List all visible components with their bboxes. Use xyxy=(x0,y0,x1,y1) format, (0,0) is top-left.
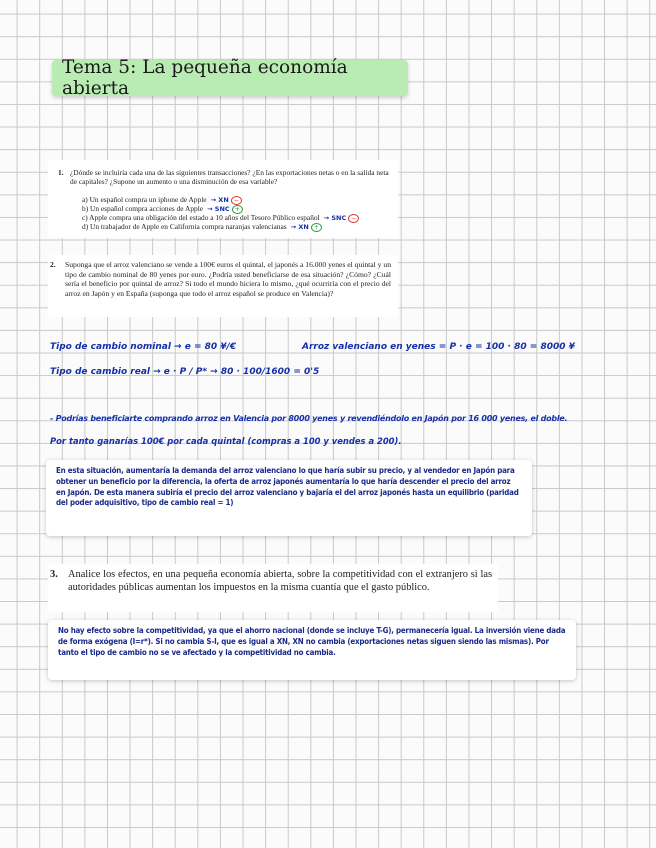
question-1-items xyxy=(82,195,402,231)
item-text: c) Apple compra una obligación del estado a 10 años del Tesoro Público español xyxy=(82,213,320,222)
answer-note: No hay efecto sobre la competitividad, ya que el ahorro nacional (donde se incluye T-G), permanecería igual. La inversión viene dada de forma exógena (I=r*). Si no cambia S-I, que es igual a XN, XN no cambia (exportaciones netas siguen siendo las mismas). Por tanto el tipo de cambio no se ve afectado y la competitividad no cambia. xyxy=(48,620,576,680)
question-number: 1. xyxy=(58,168,64,177)
question-number: 3. xyxy=(50,569,58,580)
question-3 xyxy=(48,564,498,612)
list-item xyxy=(82,195,402,204)
list-item xyxy=(82,222,402,231)
answer-note: En esta situación, aumentaría la demanda del arroz valenciano lo que haría subir su precio, y al vendedor en Japón para obtener un beneficio por la diferencia, la oferta de arroz japonés aumentaría lo que haría descender el precio del arroz en Japón. De esta manera subiría el precio del arroz valenciano y bajaría el del arroz japonés hasta un equilibrio (paridad del poder adquisitivo, tipo de cambio real = 1) xyxy=(46,460,532,536)
question-number: 2. xyxy=(50,260,56,269)
item-text: d) Un trabajador de Apple en California compra naranjas valencianas xyxy=(82,222,287,231)
plus-circle-icon: + xyxy=(232,205,243,214)
handwritten-line: Tipo de cambio nominal → e = 80 ¥/€ xyxy=(50,342,237,352)
question-2 xyxy=(48,255,398,317)
handwritten-line: Tipo de cambio real → e · P / P* → 80 · 100/1600 = 0'5 xyxy=(50,367,320,377)
list-item xyxy=(82,213,402,222)
list-item xyxy=(82,204,402,213)
handwritten-line: Arroz valenciano en yenes = P · e = 100 · 80 = 8000 ¥ xyxy=(302,342,575,352)
item-text: a) Un español compra un iphone de Apple xyxy=(82,195,207,204)
handwritten-answer: → SNC xyxy=(323,214,347,222)
page-title: Tema 5: La pequeña economía abierta xyxy=(52,60,408,96)
minus-circle-icon: − xyxy=(231,196,242,205)
question-text: ¿Dónde se incluiría cada una de las siguientes transacciones? ¿En las exportaciones netas o en la salida neta de capitales? ¿Supone un aumento o una disminución de esa variable? xyxy=(70,168,389,186)
plus-circle-icon: + xyxy=(311,223,322,232)
handwritten-answer: → XN xyxy=(290,223,309,231)
question-text: Suponga que el arroz valenciano se vende a 100€ euros el quintal, el japonés a 16.000 yenes el quintal y un tipo de cambio nominal de 80 yenes por euro. ¿Podría usted beneficiarse de esa situación? ¿Cómo? ¿Cuál sería el beneficio por quintal de arroz? Si todo el mundo hiciera lo mismo, ¿qué ocurriría con el precio del arroz en Japón y en España (suponga que todo el arroz español se produce en Valencia)? xyxy=(65,260,391,298)
question-1 xyxy=(48,160,398,238)
item-text: b) Un español compra acciones de Apple xyxy=(82,204,204,213)
handwritten-answer: → SNC xyxy=(207,205,230,213)
minus-circle-icon: − xyxy=(348,214,359,223)
handwritten-answer: → XN xyxy=(210,196,229,204)
handwritten-line: - Podrías beneficiarte comprando arroz en Valencia por 8000 yenes y revendiéndolo en Japón por 16 000 yenes, el doble. xyxy=(50,414,568,423)
question-text: Analice los efectos, en una pequeña economía abierta, sobre la competitividad con el extranjero si las autoridades públicas aumentan los impuestos en la misma cuantía que el gasto público. xyxy=(68,569,492,594)
handwritten-line: Por tanto ganarías 100€ por cada quintal (compras a 100 y vendes a 200). xyxy=(50,436,402,446)
